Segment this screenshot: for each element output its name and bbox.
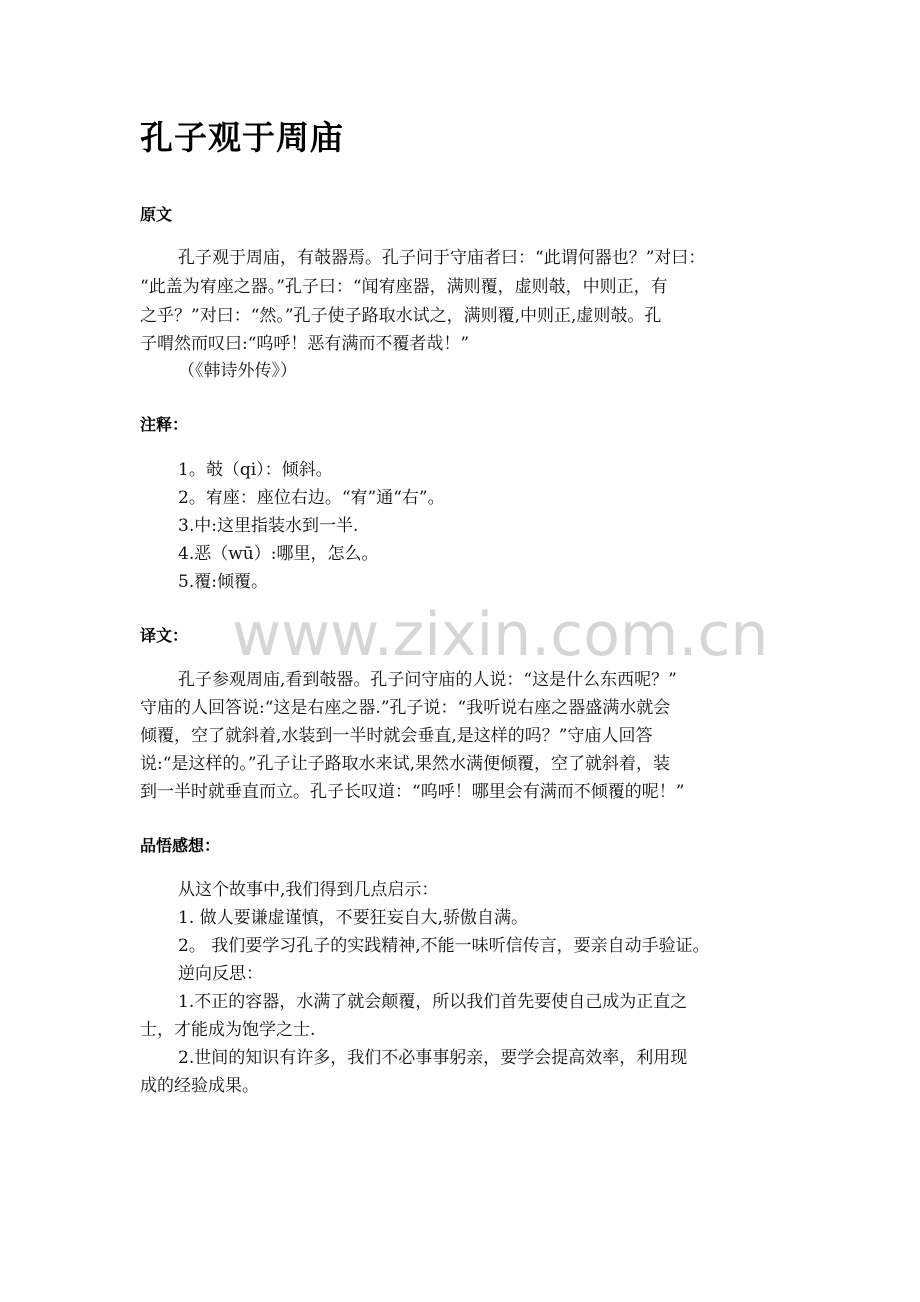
translation-line: 守庙的人回答说:“这是右座之器.”孔子说：“我听说右座之器盛满水就会 <box>140 698 671 718</box>
original-line: 之乎？”对曰：“然。”孔子使子路取水试之，满则覆,中则正,虚则攲。孔 <box>140 306 662 326</box>
reflection-line: 逆向反思： <box>178 964 263 984</box>
original-line: 子喟然而叹曰:“呜呼！恶有满而不覆者哉！” <box>140 334 470 354</box>
translation-line: 倾覆，空了就斜着,水装到一半时就会垂直,是这样的吗？”守庙人回答 <box>140 726 653 746</box>
reflection-line: 1. 做人要谦虚谨慎，不要狂妄自大,骄傲自满。 <box>178 908 529 928</box>
section-heading-original: 原文 <box>140 205 173 224</box>
original-source: （《韩诗外传》） <box>178 361 297 381</box>
note-item: 2。宥座：座位右边。“宥”通“右”。 <box>178 488 445 508</box>
reflection-line: 从这个故事中,我们得到几点启示： <box>178 880 439 900</box>
watermark: www.zixin.com.cn <box>232 600 769 670</box>
original-line: “此盖为宥座之器。”孔子曰：“闻宥座器，满则覆，虚则攲，中则正，有 <box>140 277 668 297</box>
reflection-line: 1.不正的容器，水满了就会颠覆，所以我们首先要使自己成为正直之 <box>178 992 688 1012</box>
note-item: 3.中:这里指装水到一半. <box>178 516 359 536</box>
translation-line: 说:“是这样的。”孔子让子路取水来试,果然水满便倾覆，空了就斜着，装 <box>140 754 671 774</box>
note-item: 5.覆:倾覆。 <box>178 572 268 592</box>
reflection-line: 士，才能成为饱学之士. <box>140 1020 316 1040</box>
page-title: 孔子观于周庙 <box>140 118 344 157</box>
translation-line: 到一半时就垂直而立。孔子长叹道：“呜呼！哪里会有满而不倾覆的呢！” <box>140 782 685 802</box>
section-heading-notes: 注释： <box>140 415 189 434</box>
reflection-line: 2。 我们要学习孔子的实践精神,不能一味听信传言，要亲自动手验证。 <box>178 936 710 956</box>
note-item: 1。攲（qi）：倾斜。 <box>178 460 333 480</box>
note-item: 4.恶（wū）:哪里，怎么。 <box>178 544 379 564</box>
translation-line: 孔子参观周庙,看到攲器。孔子问守庙的人说：“这是什么东西呢？” <box>178 670 677 690</box>
original-line: 孔子观于周庙，有攲器焉。孔子问于守庙者曰：“此谓何器也？”对曰： <box>178 248 706 268</box>
section-heading-reflection: 品悟感想： <box>140 836 221 855</box>
section-heading-translation: 译文： <box>140 626 189 645</box>
reflection-line: 2.世间的知识有许多，我们不必事事躬亲，要学会提高效率，利用现 <box>178 1048 688 1068</box>
reflection-line: 成的经验成果。 <box>140 1076 259 1096</box>
